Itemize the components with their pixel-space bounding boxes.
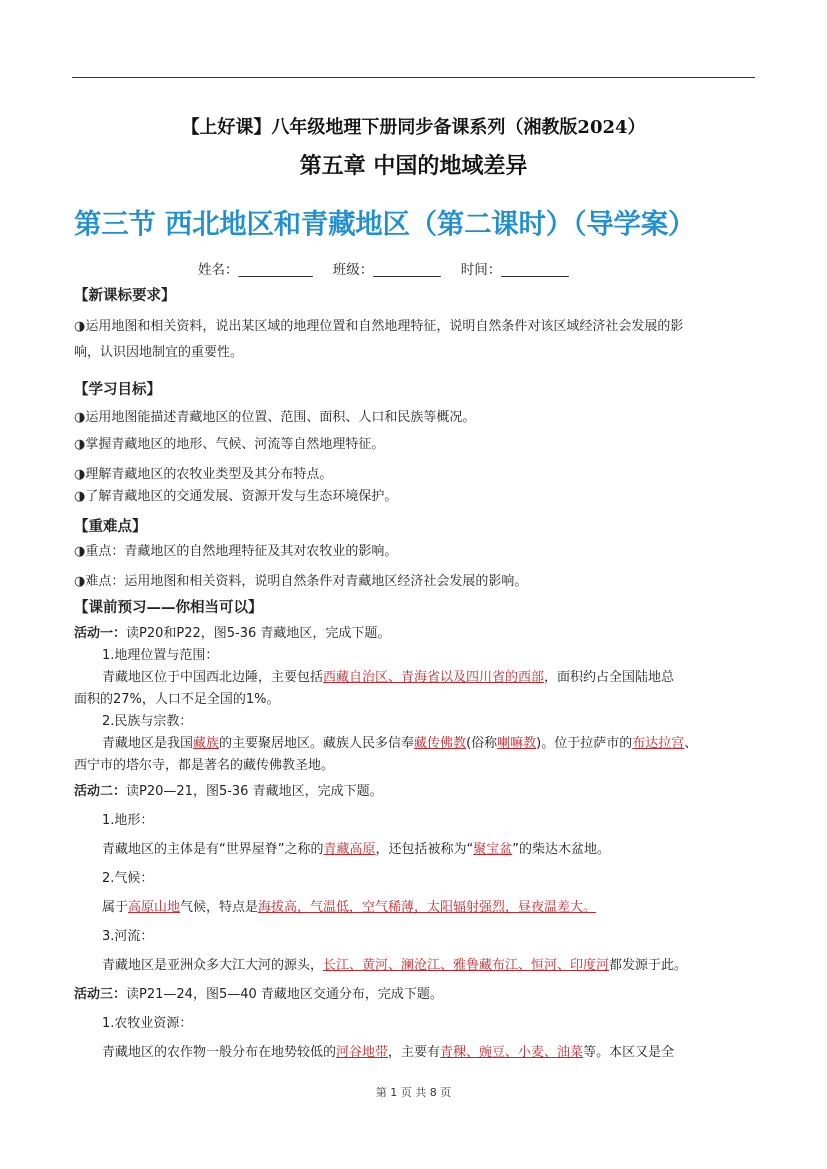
answer-text: 聚宝盆 (473, 842, 513, 857)
subheading: 2.民族与宗教： (102, 714, 193, 729)
answer-text: 藏传佛教 (414, 736, 467, 751)
activity-two: 活动二：读P20—21，图5-36 青藏地区，完成下题。 (74, 784, 383, 799)
standards-heading: 【新课标要求】 (74, 288, 176, 304)
document-body (74, 284, 754, 1063)
answer-text: 藏族 (193, 736, 220, 751)
activity-label: 活动三： (74, 987, 127, 1002)
answer-text: 青藏高原 (323, 842, 376, 857)
answer-text: 长江、黄河、澜沧江、雅鲁藏布江、恒河、印度河 (323, 958, 610, 973)
subheading: 1.地理位置与范围： (102, 648, 219, 663)
paragraph-cont: 西宁市的塔尔寺，都是著名的藏传佛教圣地。 (74, 758, 335, 773)
goal-item: ◑理解青藏地区的农牧业类型及其分布特点。 (74, 467, 333, 482)
time-field: 时间：__________ (460, 262, 569, 278)
name-field: 姓名：___________ (198, 262, 313, 278)
answer-text: 青稞、豌豆、小麦、油菜 (440, 1045, 584, 1060)
key-heading: 【重难点】 (74, 519, 147, 535)
goal-item: ◑运用地图能描述青藏地区的位置、范围、面积、人口和民族等概况。 (74, 410, 476, 425)
series-title: 【上好课】八年级地理下册同步备课系列（湘教版2024） (181, 117, 646, 138)
paragraph: 青藏地区的农作物一般分布在地势较低的河谷地带，主要有青稞、豌豆、小麦、油菜等。本区又是全 (102, 1045, 675, 1060)
activity-label: 活动一： (74, 626, 127, 641)
activity-one: 活动一：读P20和P22，图5-36 青藏地区，完成下题。 (74, 626, 391, 641)
activity-label: 活动二： (74, 784, 127, 799)
paragraph: 青藏地区位于中国西北边陲，主要包括西藏自治区、青海省以及四川省的西部，面积约占全国陆地总 (102, 670, 675, 685)
section-title: 第三节 西北地区和青藏地区（第二课时）（导学案） (74, 208, 696, 240)
page-number: 第 1 页 共 8 页 (375, 1086, 452, 1099)
activity-three: 活动三：读P21—24，图5—40 青藏地区交通分布，完成下题。 (74, 987, 443, 1002)
chapter-title: 第五章 中国的地域差异 (299, 154, 528, 179)
standards-item: ◑运用地图和相关资料，说出某区域的地理位置和自然地理特征，说明自然条件对该区域经济社会发展的影 (74, 319, 684, 334)
answer-text: 高原山地 (128, 900, 181, 915)
subheading: 1.地形： (102, 813, 154, 828)
answer-text: 西藏自治区、青海省以及四川省的西部 (323, 670, 545, 685)
paragraph: 青藏地区的主体是有“世界屋脊”之称的青藏高原，还包括被称为“聚宝盆”的柴达木盆地。 (102, 842, 611, 857)
paragraph: 青藏地区是亚洲众多大江大河的源头，长江、黄河、澜沧江、雅鲁藏布江、恒河、印度河都发源于此。 (102, 958, 688, 973)
answer-text: 海拔高，气温低，空气稀薄，太阳辐射强烈，昼夜温差大。 (258, 900, 597, 915)
preview-heading: 【课前预习——你相当可以】 (74, 600, 263, 616)
paragraph: 属于高原山地气候，特点是海拔高，气温低，空气稀薄，太阳辐射强烈，昼夜温差大。 (102, 900, 597, 915)
subheading: 3.河流： (102, 929, 154, 944)
goal-item: ◑了解青藏地区的交通发展、资源开发与生态环境保护。 (74, 489, 398, 504)
student-info-line (198, 258, 569, 278)
subheading: 1.农牧业资源： (102, 1016, 193, 1031)
paragraph-cont: 面积的27%，人口不足全国的1%。 (74, 692, 280, 707)
subheading: 2.气候： (102, 871, 154, 886)
paragraph: 青藏地区是我国藏族的主要聚居地区。藏族人民多信奉藏传佛教(俗称喇嘛教)。位于拉萨市的布达拉宫、 (102, 736, 698, 751)
class-field: 班级：__________ (332, 262, 441, 278)
answer-text: 河谷地带 (336, 1045, 389, 1060)
answer-text: 布达拉宫 (632, 736, 685, 751)
goals-heading: 【学习目标】 (74, 382, 161, 398)
header-rule (72, 77, 755, 78)
key-item: ◑难点：运用地图和相关资料，说明自然条件对青藏地区经济社会发展的影响。 (74, 574, 528, 589)
standards-item-cont: 响，认识因地制宜的重要性。 (74, 345, 244, 360)
answer-text: 喇嘛教 (497, 736, 537, 751)
goal-item: ◑掌握青藏地区的地形、气候、河流等自然地理特征。 (74, 437, 385, 452)
key-item: ◑重点：青藏地区的自然地理特征及其对农牧业的影响。 (74, 544, 398, 559)
